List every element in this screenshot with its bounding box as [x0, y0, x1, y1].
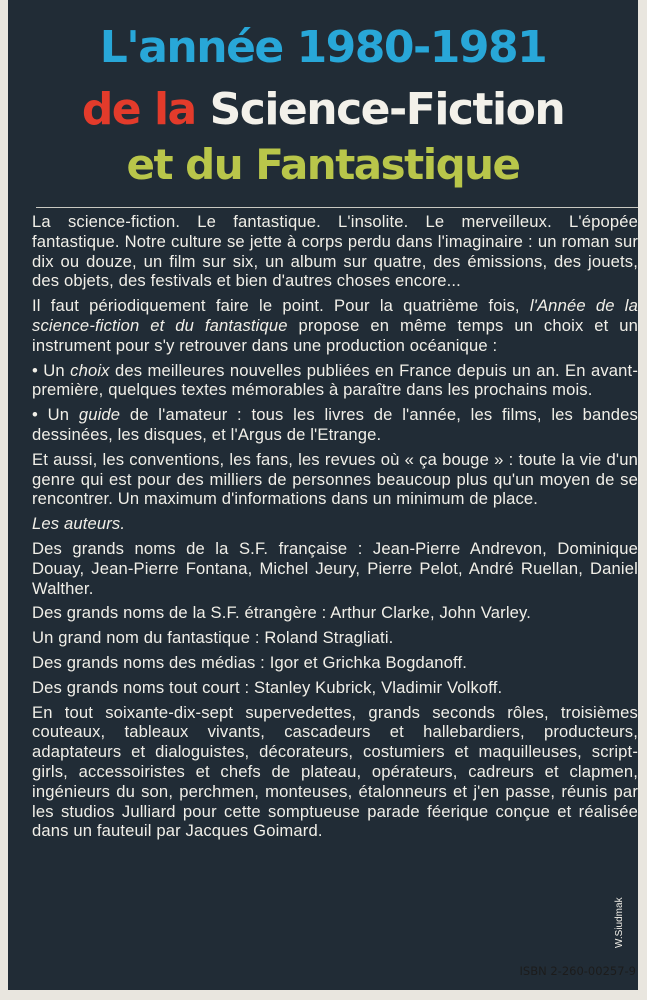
title-line-2-red: de la: [81, 84, 196, 135]
authors-fantastique: Un grand nom du fantastique : Roland Stragliati.: [32, 628, 394, 648]
isbn-label: ISBN 2-260-00257-9: [519, 964, 636, 978]
paragraph-intro: La science-fiction. Le fantastique. L'insolite. Le merveilleux. L'épopée fantastique. Notre culture se jette à corps perdu dans l'imaginaire : un roman sur dix ou douze, un film sur six, un album sur quatre, des émissions, des jouets, des objets, des festivals et bien d'autres choses encore...: [32, 212, 638, 291]
artist-credit: W.Siudmak: [614, 897, 625, 948]
auteurs-heading: Les auteurs.: [32, 514, 126, 534]
authors-fr: Des grands noms de la S.F. française : Jean-Pierre Andrevon, Dominique Douay, Jean-Pierre Fontana, Michel Jeury, Pierre Pelot, André Ruellan, Daniel Walther.: [32, 538, 638, 598]
paragraph-aussi: Et aussi, les conventions, les fans, les revues où « ça bouge » : toute la vie d'un genre qui est pour des milliers de personnes beaucoup plus qu'un moyen de se rencontrer. Un maximum d'informations dans un minimum de place.: [32, 449, 638, 509]
paragraph-total: En tout soixante-dix-sept supervedettes, grands seconds rôles, troisièmes couteaux, tableaux vivants, cascadeurs et hallebardiers, producteurs, adaptateurs et dialoguistes, décorateurs, costumiers et maquilleuses, script-girls, accessoiristes et chefs de plateau, opérateurs, cadreurs et clapmen, ingénieurs du son, perchmen, monteuses, étalonneurs et j'en passe, réunis par les studios Julliard pour cette somptueuse parade féerique conçue et réalisée dans un fauteuil par Jacques Goimard.: [32, 702, 638, 841]
title-line-3: et du Fantastique: [126, 140, 520, 189]
back-cover: [8, 0, 638, 990]
title-line-2: [8, 84, 638, 135]
divider: [36, 207, 638, 208]
book-title-italic: l'Année de la science-fiction et du fantastique: [32, 296, 638, 335]
authors-foreign: Des grands noms de la S.F. étrangère : Arthur Clarke, John Varley.: [32, 603, 532, 623]
title-line-1: L'année 1980-1981: [99, 22, 547, 73]
authors-tout-court: Des grands noms tout court : Stanley Kubrick, Vladimir Volkoff.: [32, 677, 503, 697]
title-line-2-white: Science-Fiction: [209, 84, 565, 135]
paragraph-choix: • Un choix des meilleures nouvelles publiées en France depuis un an. En avant-première, quelques textes mémorables à paraître dans les prochains mois.: [32, 360, 638, 400]
blurb-text: [32, 212, 638, 846]
paragraph-guide: • Un guide de l'amateur : tous les livres de l'année, les films, les bandes dessinées, les disques, et l'Argus de l'Etrange.: [32, 405, 638, 444]
authors-medias: Des grands noms des médias : Igor et Grichka Bogdanoff.: [32, 652, 467, 672]
paragraph-point: Il faut périodiquement faire le point. Pour la quatrième fois, l'Année de la science-fiction et du fantastique propose en même temps un choix et un instrument pour s'y retrouver dans une production océanique :: [32, 296, 638, 355]
